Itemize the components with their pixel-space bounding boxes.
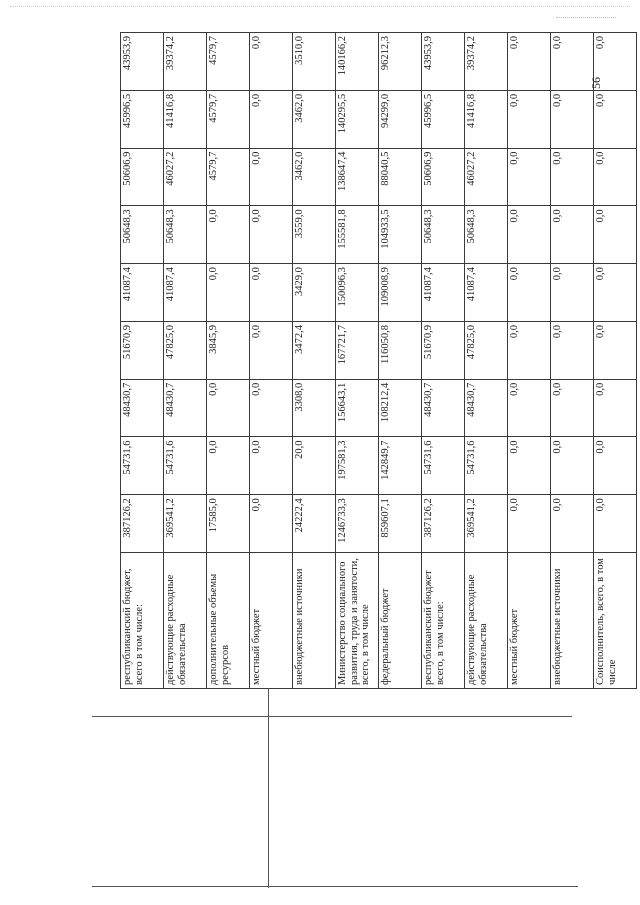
value-cell: 859607,1 <box>379 495 422 553</box>
value-cell: 3472,4 <box>293 321 336 379</box>
table-row <box>293 33 336 689</box>
value-cell: 94299,0 <box>379 90 422 148</box>
value-cell: 0,0 <box>207 437 250 495</box>
value-cell: 0,0 <box>508 495 551 553</box>
row-label: республиканский бюджет, всего в том числе: <box>121 553 164 689</box>
budget-table-body <box>121 33 637 689</box>
value-cell: 0,0 <box>551 90 594 148</box>
value-cell: 0,0 <box>508 148 551 206</box>
value-cell: 43953,9 <box>422 33 465 91</box>
value-cell: 0,0 <box>594 495 637 553</box>
value-cell: 0,0 <box>508 33 551 91</box>
value-cell: 54731,6 <box>465 437 508 495</box>
frame-vertical-line <box>268 688 269 888</box>
table-row <box>508 33 551 689</box>
value-cell: 20,0 <box>293 437 336 495</box>
value-cell: 45996,5 <box>121 90 164 148</box>
value-cell: 109008,9 <box>379 264 422 322</box>
value-cell: 41087,4 <box>121 264 164 322</box>
value-cell: 96212,3 <box>379 33 422 91</box>
value-cell: 43953,9 <box>121 33 164 91</box>
value-cell: 0,0 <box>250 90 293 148</box>
row-label: дополнительные объемы ресурсов <box>207 553 250 689</box>
row-label: Соисполнитель, всего, в том числе <box>594 553 637 689</box>
value-cell: 48430,7 <box>121 379 164 437</box>
value-cell: 50648,3 <box>121 206 164 264</box>
value-cell: 1246733,3 <box>336 495 379 553</box>
scan-top-edge <box>10 6 630 7</box>
table-row <box>594 33 637 689</box>
value-cell: 387126,2 <box>121 495 164 553</box>
row-label: действующие расходные обязательства <box>164 553 207 689</box>
frame-bottom-line <box>92 886 578 887</box>
value-cell: 108212,4 <box>379 379 422 437</box>
value-cell: 0,0 <box>250 264 293 322</box>
value-cell: 4579,7 <box>207 148 250 206</box>
value-cell: 369541,2 <box>465 495 508 553</box>
value-cell: 54731,6 <box>422 437 465 495</box>
table-row <box>551 33 594 689</box>
value-cell: 3559,0 <box>293 206 336 264</box>
value-cell: 50606,9 <box>121 148 164 206</box>
table-row <box>121 33 164 689</box>
row-label: внебюджетные источники <box>551 553 594 689</box>
value-cell: 41087,4 <box>465 264 508 322</box>
budget-table <box>120 32 637 689</box>
page-number: 56 <box>589 77 603 89</box>
value-cell: 48430,7 <box>422 379 465 437</box>
value-cell: 0,0 <box>250 148 293 206</box>
table-row <box>207 33 250 689</box>
value-cell: 3845,9 <box>207 321 250 379</box>
table-row <box>379 33 422 689</box>
value-cell: 0,0 <box>508 206 551 264</box>
value-cell: 0,0 <box>551 437 594 495</box>
value-cell: 150096,3 <box>336 264 379 322</box>
value-cell: 0,0 <box>508 379 551 437</box>
value-cell: 50648,3 <box>164 206 207 264</box>
value-cell: 46027,2 <box>465 148 508 206</box>
value-cell: 51670,9 <box>422 321 465 379</box>
value-cell: 45996,5 <box>422 90 465 148</box>
value-cell: 4579,7 <box>207 33 250 91</box>
value-cell: 0,0 <box>250 495 293 553</box>
value-cell: 0,0 <box>594 437 637 495</box>
frame-horizontal-line <box>92 716 572 717</box>
value-cell: 3510,0 <box>293 33 336 91</box>
value-cell: 155581,8 <box>336 206 379 264</box>
value-cell: 51670,9 <box>121 321 164 379</box>
value-cell: 39374,2 <box>164 33 207 91</box>
table-row <box>465 33 508 689</box>
value-cell: 48430,7 <box>465 379 508 437</box>
value-cell: 3308,0 <box>293 379 336 437</box>
value-cell: 369541,2 <box>164 495 207 553</box>
row-label: местный бюджет <box>508 553 551 689</box>
value-cell: 142849,7 <box>379 437 422 495</box>
row-label: действующие расходные обязательства <box>465 553 508 689</box>
value-cell: 17585,0 <box>207 495 250 553</box>
value-cell: 41087,4 <box>164 264 207 322</box>
value-cell: 167721,7 <box>336 321 379 379</box>
value-cell: 3429,0 <box>293 264 336 322</box>
value-cell: 0,0 <box>594 264 637 322</box>
value-cell: 0,0 <box>594 206 637 264</box>
value-cell: 3462,0 <box>293 148 336 206</box>
table-row <box>164 33 207 689</box>
value-cell: 0,0 <box>250 437 293 495</box>
value-cell: 0,0 <box>594 33 637 91</box>
value-cell: 116050,8 <box>379 321 422 379</box>
value-cell: 0,0 <box>207 264 250 322</box>
value-cell: 48430,7 <box>164 379 207 437</box>
value-cell: 0,0 <box>594 321 637 379</box>
row-label: местный бюджет <box>250 553 293 689</box>
value-cell: 47825,0 <box>465 321 508 379</box>
value-cell: 54731,6 <box>164 437 207 495</box>
value-cell: 0,0 <box>250 206 293 264</box>
value-cell: 0,0 <box>551 264 594 322</box>
value-cell: 138647,4 <box>336 148 379 206</box>
value-cell: 24222,4 <box>293 495 336 553</box>
value-cell: 0,0 <box>250 33 293 91</box>
value-cell: 0,0 <box>594 148 637 206</box>
value-cell: 54731,6 <box>121 437 164 495</box>
value-cell: 0,0 <box>551 321 594 379</box>
value-cell: 0,0 <box>250 321 293 379</box>
value-cell: 0,0 <box>508 321 551 379</box>
value-cell: 46027,2 <box>164 148 207 206</box>
value-cell: 140166,2 <box>336 33 379 91</box>
value-cell: 88040,5 <box>379 148 422 206</box>
value-cell: 50648,3 <box>422 206 465 264</box>
value-cell: 156643,1 <box>336 379 379 437</box>
value-cell: 0,0 <box>551 33 594 91</box>
value-cell: 41416,8 <box>465 90 508 148</box>
value-cell: 0,0 <box>250 379 293 437</box>
value-cell: 0,0 <box>594 90 637 148</box>
value-cell: 4579,7 <box>207 90 250 148</box>
row-label: республиканский бюджет всего, в том числе: <box>422 553 465 689</box>
value-cell: 387126,2 <box>422 495 465 553</box>
scan-corner-marks <box>556 17 616 18</box>
value-cell: 0,0 <box>207 379 250 437</box>
value-cell: 0,0 <box>551 206 594 264</box>
value-cell: 0,0 <box>508 437 551 495</box>
value-cell: 197581,3 <box>336 437 379 495</box>
value-cell: 50648,3 <box>465 206 508 264</box>
table-row <box>336 33 379 689</box>
row-label: Министерство социального развития, труда и занятости, всего, в том числе <box>336 553 379 689</box>
value-cell: 0,0 <box>508 90 551 148</box>
value-cell: 0,0 <box>551 148 594 206</box>
table-row <box>250 33 293 689</box>
value-cell: 0,0 <box>551 495 594 553</box>
value-cell: 47825,0 <box>164 321 207 379</box>
value-cell: 39374,2 <box>465 33 508 91</box>
value-cell: 0,0 <box>508 264 551 322</box>
value-cell: 0,0 <box>594 379 637 437</box>
value-cell: 0,0 <box>207 206 250 264</box>
value-cell: 140295,5 <box>336 90 379 148</box>
value-cell: 3462,0 <box>293 90 336 148</box>
value-cell: 50606,9 <box>422 148 465 206</box>
rotated-table-container <box>120 32 618 689</box>
table-row <box>422 33 465 689</box>
value-cell: 41416,8 <box>164 90 207 148</box>
value-cell: 41087,4 <box>422 264 465 322</box>
value-cell: 104933,5 <box>379 206 422 264</box>
value-cell: 0,0 <box>551 379 594 437</box>
row-label: федеральный бюджет <box>379 553 422 689</box>
row-label: внебюджетные источники <box>293 553 336 689</box>
